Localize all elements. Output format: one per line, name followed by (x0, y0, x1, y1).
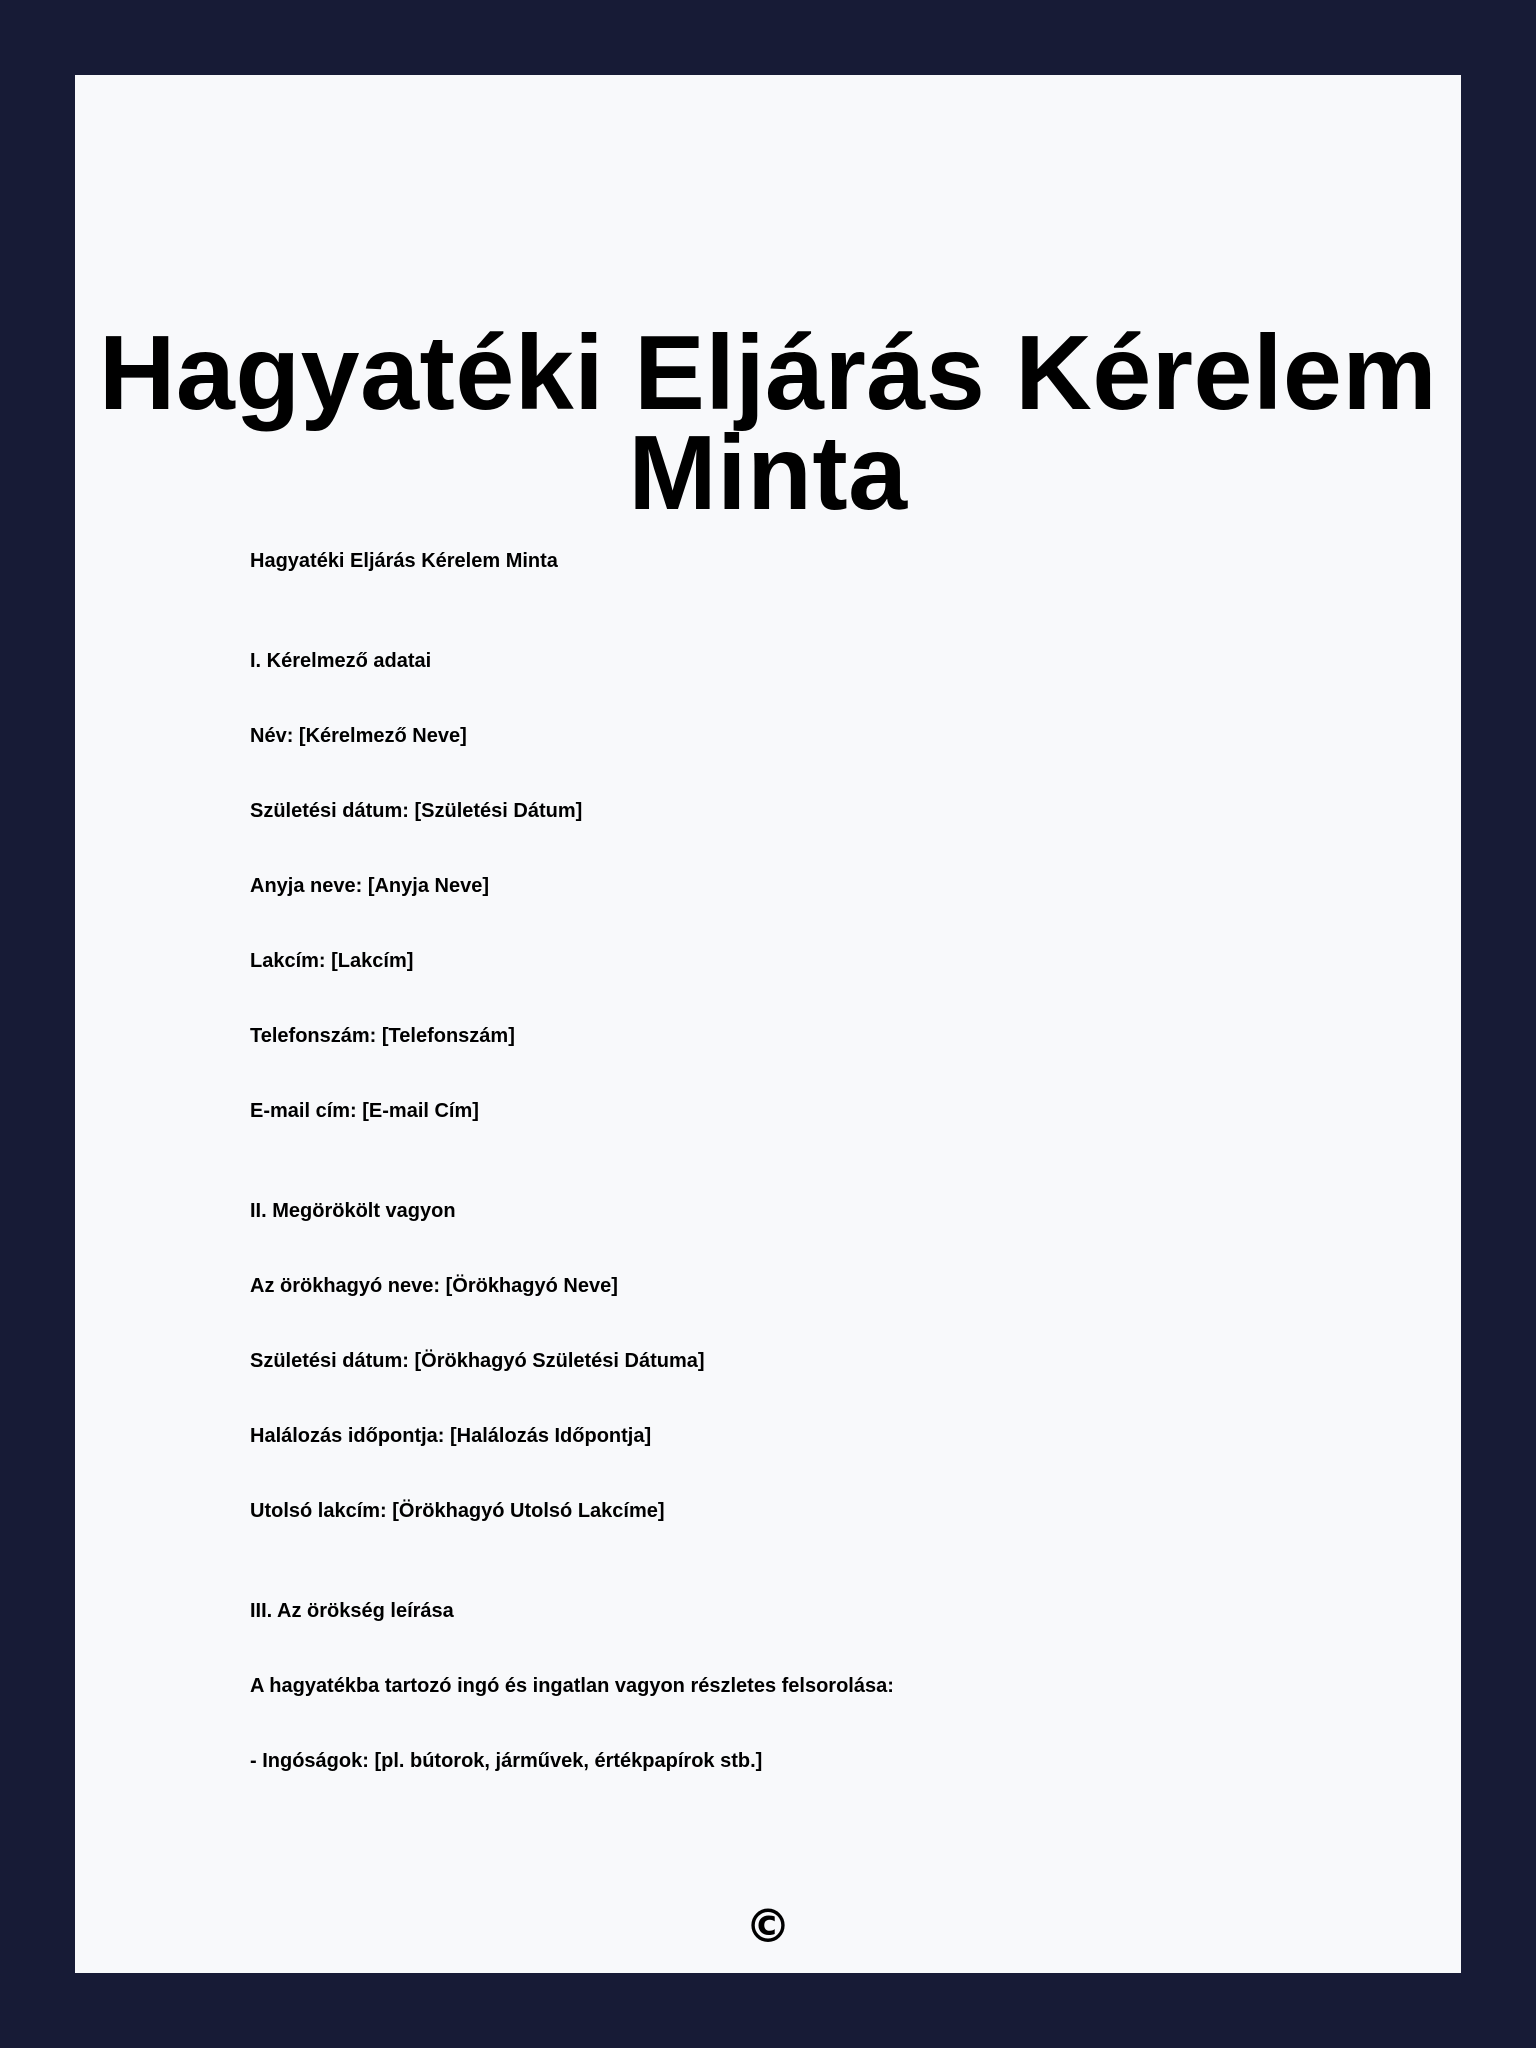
section-heading-inheritance-description: III. Az örökség leírása (250, 1600, 454, 1622)
copyright-icon: © (745, 1899, 791, 1953)
applicant-email-line: E-mail cím: [E-mail Cím] (250, 1100, 479, 1122)
death-date-line: Halálozás időpontja: [Halálozás Időpontja] (250, 1425, 652, 1447)
document-title: Hagyatéki Eljárás Kérelem Minta (98, 314, 1438, 532)
section-heading-inherited-assets: II. Megörökölt vagyon (250, 1200, 456, 1222)
deceased-name-line: Az örökhagyó neve: [Örökhagyó Neve] (250, 1275, 618, 1297)
assets-description-line: A hagyatékba tartozó ingó és ingatlan vagyon részletes felsorolása: (250, 1675, 894, 1697)
applicant-phone-line: Telefonszám: [Telefonszám] (250, 1025, 515, 1047)
deceased-last-address-line: Utolsó lakcím: [Örökhagyó Utolsó Lakcíme] (250, 1500, 665, 1522)
deceased-birthdate-line: Születési dátum: [Örökhagyó Születési Dátuma] (250, 1350, 705, 1372)
applicant-birthdate-line: Születési dátum: [Születési Dátum] (250, 800, 583, 822)
document-page (75, 75, 1461, 1973)
applicant-mother-name-line: Anyja neve: [Anyja Neve] (250, 875, 489, 897)
movables-list-item: - Ingóságok: [pl. bútorok, járművek, értékpapírok stb.] (250, 1750, 763, 1772)
applicant-address-line: Lakcím: [Lakcím] (250, 950, 414, 972)
section-heading-applicant: I. Kérelmező adatai (250, 650, 432, 672)
subtitle-line: Hagyatéki Eljárás Kérelem Minta (250, 550, 558, 572)
applicant-name-line: Név: [Kérelmező Neve] (250, 725, 467, 747)
